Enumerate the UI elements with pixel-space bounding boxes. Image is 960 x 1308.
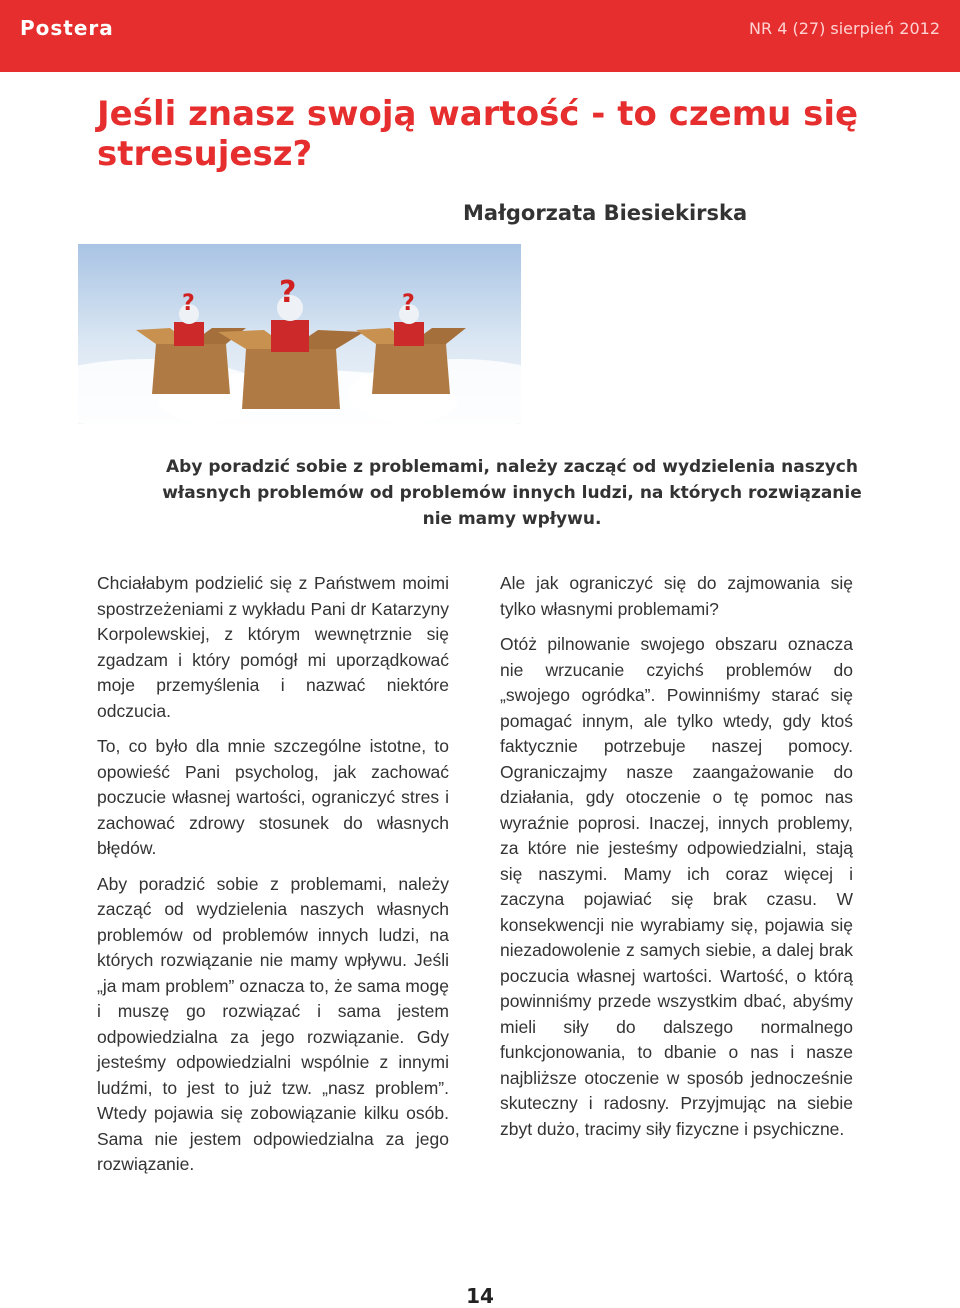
column-right xyxy=(500,571,853,1152)
svg-text:?: ? xyxy=(402,291,415,316)
page-number: 14 xyxy=(466,1284,494,1308)
paragraph: To, co było dla mnie szczególne istotne, to opowieść Pani psycholog, jak zachować poczucie własnej wartości, ograniczyć stres i zachować zdrowy stosunek do własnych błędów. xyxy=(97,736,449,858)
paragraph: Otóż pilnowanie swojego obszaru oznacza nie wrzucanie czyichś problemów do „swojego ogródka”. Powinniśmy starać się pomagać innym, ale tylko wtedy, gdy ktoś faktycznie potrzebuje naszej pomocy. Ograniczajmy nasze zaangażowanie do działania, gdy otoczenie o tę pomoc nas wyraźnie poprosi. Inaczej, innych problemy, za które nie jesteśmy odpowiedzialni, stają się naszymi. Mamy ich coraz więcej i zaczyna pojawiać się brak czasu. W konsekwencji nie wyrabiamy się, pojawia się niezadowolenie z samych siebie, a dalej brak poczucia własnej wartości. Wartość, o którą powinniśmy przede wszystkim dbać, abyśmy mieli siły do dalszego normalnego funkcjonowania, to dbanie o nas i nasze najbliższe otoczenie w sposób jednocześnie skuteczny i radosny. Przyjmując na siebie zbyt dużo, tracimy siły fizyczne i psychiczne. xyxy=(500,634,853,1139)
article-title: Jeśli znasz swoją wartość - to czemu się stresujesz? xyxy=(97,94,859,174)
svg-text:?: ? xyxy=(279,275,297,310)
paragraph: Chciałabym podzielić się z Państwem moimi spostrzeżeniami z wykładu Pani dr Katarzyny Korpolewskiej, z którym wewnętrznie się zgadzam i który pomógł mi uporządkować moje przemyślenia i nazwać niektóre odczucia. xyxy=(97,573,449,721)
issue-date: NR 4 (27) sierpień 2012 xyxy=(749,19,940,38)
header-bar xyxy=(0,0,960,72)
paragraph: Ale jak ograniczyć się do zajmowania się tylko własnymi problemami? xyxy=(500,573,853,619)
svg-text:?: ? xyxy=(182,291,195,316)
article-photo xyxy=(78,244,521,424)
column-left xyxy=(97,571,449,1188)
paragraph: Aby poradzić sobie z problemami, należy zacząć od wydzielenia naszych własnych problemów od problemów innych ludzi, na których rozwiązanie nie mamy wpływu. Jeśli „ja mam problem” oznacza to, że sama mogę i muszę go rozwiązać i sama jestem odpowiedzialna za jego rozwiązanie. Gdy jesteśmy odpowiedzialni wspólnie z innymi ludźmi, to jest to już tzw. „nasz problem”. Wtedy pojawia się zobowiązanie kilku osób. Sama nie jestem odpowiedzialna za jego rozwiązanie. xyxy=(97,873,449,1174)
brand-logo: Postera xyxy=(20,16,114,40)
article-author: Małgorzata Biesiekirska xyxy=(463,201,748,225)
article-lead: Aby poradzić sobie z problemami, należy zacząć od wydzielenia naszych własnych problemów od problemów innych ludzi, na których rozwiązanie nie mamy wpływu. xyxy=(162,457,862,529)
